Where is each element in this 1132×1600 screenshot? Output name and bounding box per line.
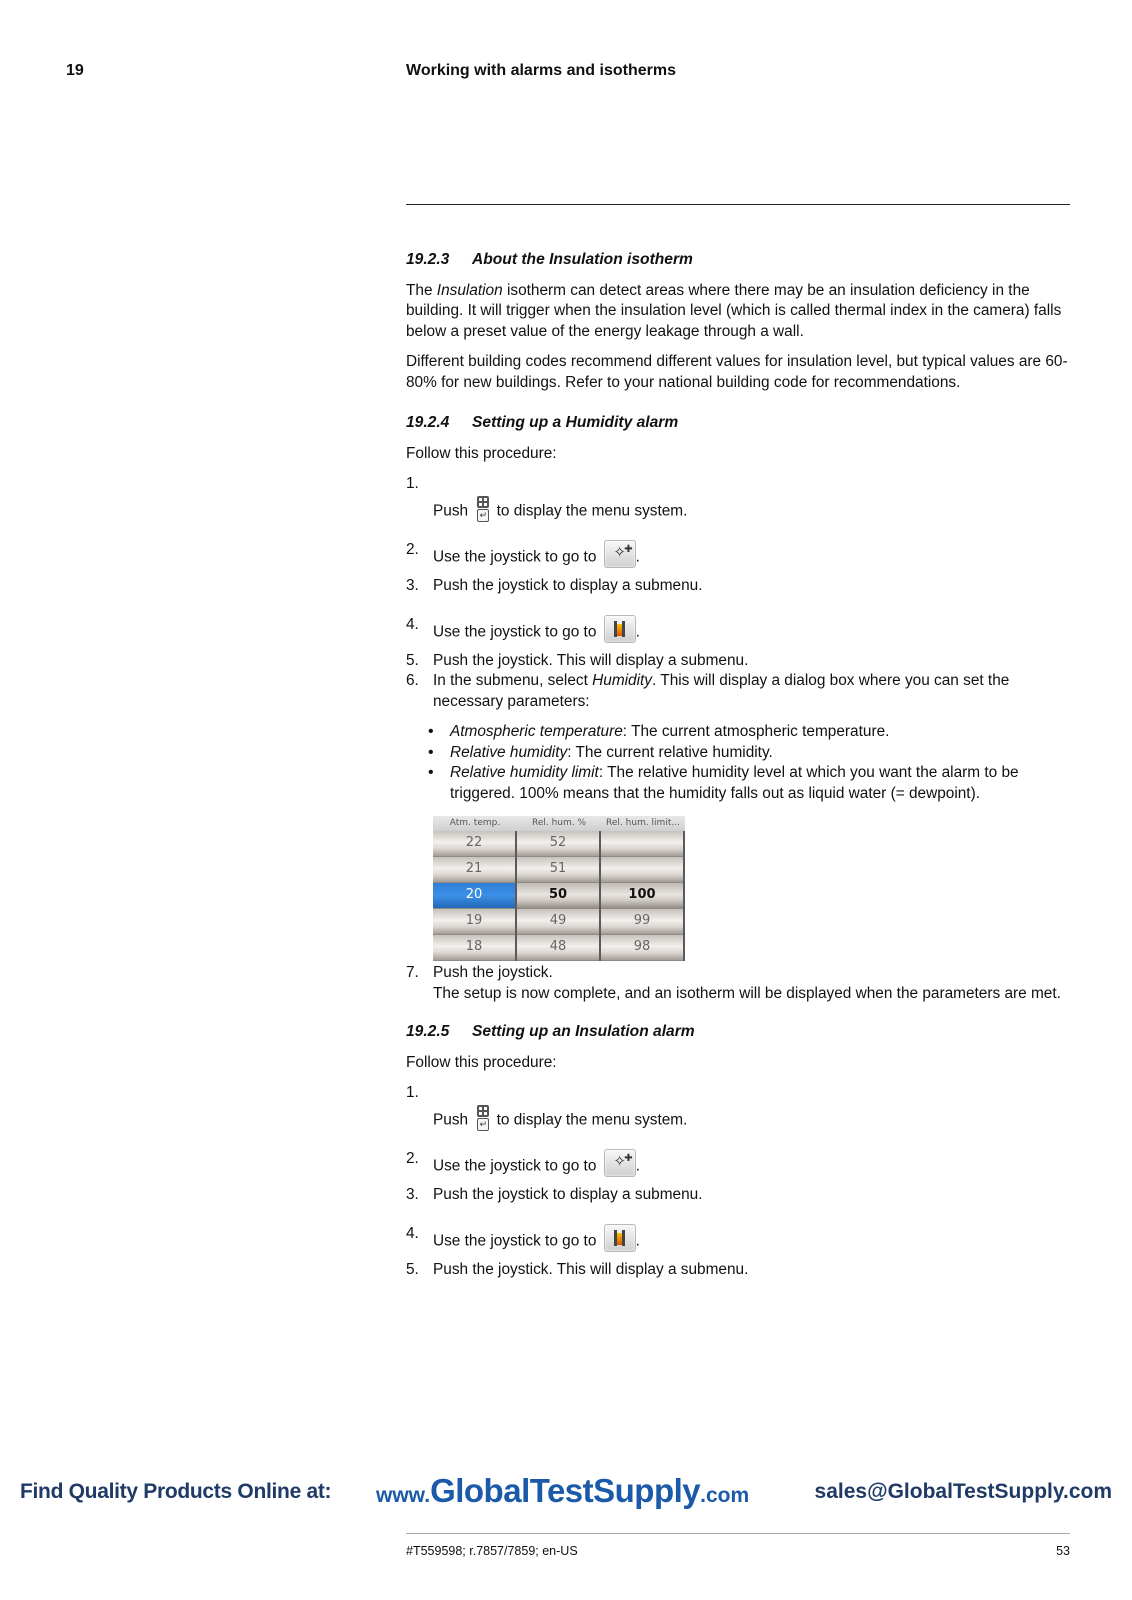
column-header-rel-hum: Rel. hum. % — [531, 818, 587, 828]
value-cell: 51 — [517, 857, 599, 883]
chapter-title: Working with alarms and isotherms — [406, 62, 676, 79]
rel-hum-limit-column[interactable] — [601, 831, 685, 961]
selected-value-cell: 100 — [601, 883, 683, 909]
banner-website-link[interactable]: www.GlobalTestSupply.com — [376, 1472, 750, 1509]
humidity-dialog-screenshot — [433, 816, 685, 961]
step-item: 7. Push the joystick. The setup is now complete, and an isotherm will be displayed when the parameters are met. — [406, 964, 1061, 1002]
value-cell: 19 — [433, 909, 515, 935]
step-item: 2. Use the joystick to go to ✧ ✚ . — [406, 522, 1070, 568]
settings-sparkle-icon: ✧ ✚ — [604, 540, 636, 568]
procedure-intro: Follow this procedure: — [406, 444, 557, 462]
step-item: 2. Use the joystick to go to ✧ ✚ . — [406, 1131, 1070, 1177]
list-item: • Relative humidity limit: The relative humidity level at which you want the alarm to be triggered. 100% means that the humidity falls out as liquid water (= dewpoint). — [428, 763, 1070, 804]
banner-email-link[interactable]: sales@GlobalTestSupply.com — [814, 1480, 1112, 1503]
section-heading-19-2-3: 19.2.3 About the Insulation isotherm — [406, 251, 693, 268]
chapter-number: 19 — [66, 62, 84, 79]
header-rule — [406, 204, 1070, 205]
banner-tagline: Find Quality Products Online at: — [20, 1480, 332, 1503]
humidity-steps-continued — [406, 963, 1070, 1004]
list-item: • Atmospheric temperature: The current atmospheric temperature. — [428, 722, 1070, 743]
document-reference: #T559598; r.7857/7859; en-US — [406, 1544, 578, 1558]
alarm-isotherm-icon — [604, 615, 636, 643]
supplier-banner — [20, 1472, 1112, 1508]
section-heading-19-2-4: 19.2.4 Setting up a Humidity alarm — [406, 414, 679, 431]
section-heading-19-2-5: 19.2.5 Setting up an Insulation alarm — [406, 1023, 695, 1040]
procedure-intro: Follow this procedure: — [406, 1053, 557, 1071]
value-cell — [601, 857, 683, 883]
value-cell: 21 — [433, 857, 515, 883]
step-item: 1. Push ↵ to display the menu system. — [406, 1084, 688, 1129]
column-header-rel-hum-limit: Rel. hum. limit... — [606, 818, 680, 828]
paragraph-building-codes: Different building codes recommend different values for insulation level, but typical values are 60-80% for new buildings. Refer to your national building code for recommendations. — [406, 353, 1068, 391]
selected-value-cell: 20 — [433, 883, 515, 909]
value-cell: 18 — [433, 935, 515, 961]
value-cell: 98 — [601, 935, 683, 961]
column-header-atm-temp: Atm. temp. — [449, 818, 501, 828]
value-cell: 48 — [517, 935, 599, 961]
value-cell: 49 — [517, 909, 599, 935]
insulation-steps — [406, 1083, 1070, 1280]
value-cell: 22 — [433, 831, 515, 857]
parameter-list — [406, 722, 1070, 804]
footer-rule — [406, 1533, 1070, 1534]
step-item: 4. Use the joystick to go to . — [406, 1206, 1070, 1252]
step-item: 3. Push the joystick to display a submenu. — [406, 1186, 703, 1203]
settings-sparkle-icon: ✧ ✚ — [604, 1149, 636, 1177]
atm-temp-column[interactable] — [433, 831, 517, 961]
paragraph-insulation-intro: The Insulation isotherm can detect areas where there may be an insulation deficiency in the building. It will trigger when the insulation level (which is called thermal index in the camera) falls below a preset value of the energy leakage through a wall. — [406, 281, 1062, 340]
dialog-header — [433, 816, 685, 831]
list-item: • Relative humidity: The current relative humidity. — [428, 743, 1070, 764]
page-number: 53 — [1056, 1544, 1070, 1558]
step-item: 5. Push the joystick. This will display a submenu. — [406, 651, 749, 669]
step-item: 1. Push ↵ to display the menu system. — [406, 475, 688, 520]
value-cell: 52 — [517, 831, 599, 857]
step-item: 4. Use the joystick to go to . — [406, 597, 1070, 643]
page-content — [406, 250, 1070, 1280]
selected-value-cell: 50 — [517, 883, 599, 909]
value-cell — [601, 831, 683, 857]
rel-hum-column[interactable] — [517, 831, 601, 961]
step-item: 5. Push the joystick. This will display a submenu. — [406, 1260, 749, 1278]
menu-back-icon: ↵ — [474, 1105, 490, 1131]
menu-back-icon: ↵ — [474, 496, 490, 522]
step-item: 3. Push the joystick to display a submenu. — [406, 577, 703, 594]
alarm-isotherm-icon — [604, 1224, 636, 1252]
value-cell: 99 — [601, 909, 683, 935]
humidity-steps — [406, 474, 1070, 804]
step-item: 6. In the submenu, select Humidity. This will display a dialog box where you can set the necessary parameters: • Atmospheric temperature: The current atmospheric temperature. • Relative humidity: The current relative humidity. • Relative humidity limit: The relative humidity level at which you want the alarm to be triggered. 100% means that the humidity falls out as liquid water (= dewpoint). — [406, 671, 1070, 804]
